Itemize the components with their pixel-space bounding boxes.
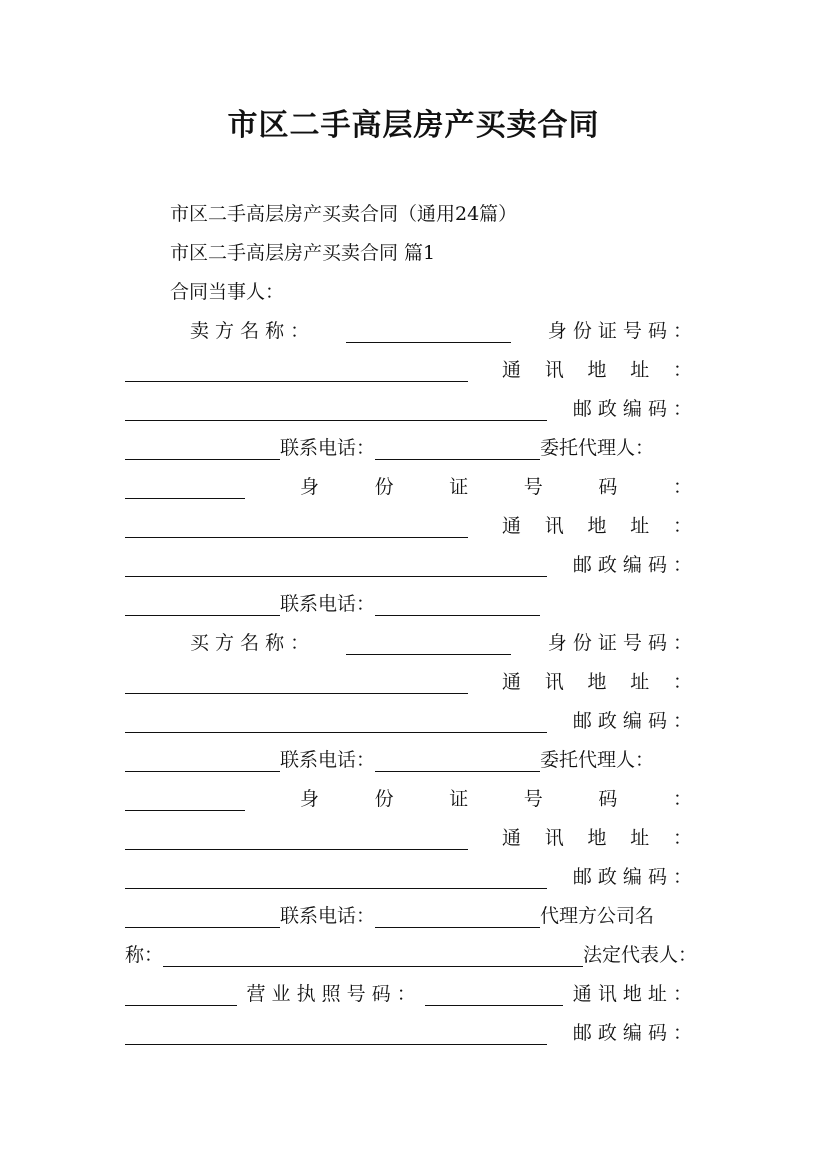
buyer-proxy-id-blank <box>125 827 468 850</box>
seller-phone-blank <box>375 437 540 460</box>
agency-postal-label: 邮 政 编 码 ： <box>572 1022 692 1044</box>
char: 通 <box>502 359 522 381</box>
agency-address-blank <box>125 1022 547 1045</box>
buyer-proxy-postal-blank <box>125 905 280 928</box>
buyer-proxy-address-line <box>125 859 692 889</box>
char: 地 <box>587 827 607 849</box>
buyer-postal-line <box>125 742 692 772</box>
buyer-name-label: 买 方 名 称 ： <box>190 632 310 654</box>
agency-name-label-part1: 代理方公司名 <box>540 905 655 927</box>
heading: 市区二手高层房产买卖合同（通用24篇） <box>170 203 518 225</box>
buyer-proxy-id-line <box>125 820 692 850</box>
agency-address-label: 通 讯 地 址 ： <box>572 983 692 1005</box>
char: 码 <box>598 788 618 810</box>
seller-proxy-address-blank <box>125 554 547 577</box>
license-label: 营 业 执 照 号 码 ： <box>246 983 416 1005</box>
char: ： <box>672 359 692 381</box>
seller-name-blank <box>346 320 511 343</box>
buyer-proxy-id-label <box>300 784 692 811</box>
agency-name-blank <box>163 944 583 967</box>
char: 讯 <box>544 359 564 381</box>
seller-proxy-postal-blank <box>125 593 280 616</box>
subheading: 市区二手高层房产买卖合同 篇1 <box>170 242 436 264</box>
seller-address-blank <box>125 398 547 421</box>
buyer-proxy-id-spread <box>300 784 692 811</box>
seller-postal-line <box>125 430 692 460</box>
seller-address-spread <box>502 355 692 382</box>
seller-proxy-postal-label: 邮 政 编 码 ： <box>572 554 692 576</box>
heading-line <box>170 196 737 226</box>
seller-proxy-phone-blank <box>375 593 540 616</box>
char: ： <box>672 476 692 498</box>
char: 址 <box>630 359 650 381</box>
char: 址 <box>630 827 650 849</box>
seller-proxy-id-label <box>300 472 692 499</box>
buyer-postal-blank <box>125 749 280 772</box>
document-title: 市区二手高层房产买卖合同 <box>227 108 600 143</box>
buyer-proxy-blank <box>125 788 245 811</box>
buyer-address-blank <box>125 710 547 733</box>
agency-name-label-part2: 称： <box>125 944 164 966</box>
seller-id-blank <box>125 359 468 382</box>
char: 通 <box>502 671 522 693</box>
seller-id-label: 身 份 证 号 码 ： <box>547 320 692 342</box>
buyer-id-line <box>125 664 692 694</box>
seller-postal-blank <box>125 437 280 460</box>
parties-label: 合同当事人： <box>170 281 285 303</box>
char: 地 <box>587 515 607 537</box>
char: 证 <box>449 476 469 498</box>
char: 通 <box>502 515 522 537</box>
seller-phone-label: 联系电话： <box>280 437 376 459</box>
agency-name-line <box>125 937 700 967</box>
char: ： <box>672 827 692 849</box>
buyer-phone-label: 联系电话： <box>280 749 376 771</box>
buyer-proxy-address-blank <box>125 866 547 889</box>
seller-proxy-blank <box>125 476 245 499</box>
char: 通 <box>502 827 522 849</box>
seller-id-line <box>125 352 692 382</box>
char: 份 <box>374 476 394 498</box>
seller-proxy-phone-label: 联系电话： <box>280 593 376 615</box>
seller-proxy-label: 委托代理人： <box>540 437 655 459</box>
char: 身 <box>300 788 320 810</box>
seller-proxy-postal-line <box>125 586 692 616</box>
legal-rep-blank <box>125 983 237 1006</box>
char: 址 <box>630 515 650 537</box>
buyer-address-line <box>125 703 692 733</box>
char: 讯 <box>544 827 564 849</box>
parties-line <box>170 274 737 304</box>
license-blank <box>425 983 563 1006</box>
char: 码 <box>598 476 618 498</box>
buyer-proxy-postal-line <box>125 898 692 928</box>
buyer-proxy-phone-blank <box>375 905 540 928</box>
seller-name-label: 卖 方 名 称 ： <box>190 320 310 342</box>
legal-rep-label: 法定代表人： <box>583 944 698 966</box>
char: ： <box>672 671 692 693</box>
buyer-proxy-line <box>125 781 692 811</box>
seller-proxy-id-line <box>125 508 692 538</box>
char: 址 <box>630 671 650 693</box>
buyer-name-blank <box>346 632 511 655</box>
buyer-phone-blank <box>375 749 540 772</box>
seller-address-line <box>125 391 692 421</box>
buyer-proxy-phone-label: 联系电话： <box>280 905 376 927</box>
char: ： <box>672 788 692 810</box>
buyer-postal-label: 邮 政 编 码 ： <box>572 710 692 732</box>
buyer-address-label <box>502 667 692 694</box>
seller-address-label <box>502 355 692 382</box>
char: 身 <box>300 476 320 498</box>
seller-name-line <box>190 313 692 343</box>
buyer-proxy-address-label <box>502 823 692 850</box>
char: 地 <box>587 359 607 381</box>
buyer-proxy-address-spread <box>502 823 692 850</box>
seller-proxy-address-line <box>125 547 692 577</box>
agency-address-line <box>125 1015 692 1045</box>
seller-proxy-line <box>125 469 692 499</box>
buyer-address-spread <box>502 667 692 694</box>
char: 地 <box>587 671 607 693</box>
char: 讯 <box>544 515 564 537</box>
char: 号 <box>523 476 543 498</box>
seller-proxy-address-label <box>502 511 692 538</box>
char: ： <box>672 515 692 537</box>
seller-proxy-address-spread <box>502 511 692 538</box>
subheading-line <box>170 235 737 265</box>
char: 号 <box>523 788 543 810</box>
buyer-name-line <box>190 625 692 655</box>
buyer-proxy-postal-label: 邮 政 编 码 ： <box>572 866 692 888</box>
buyer-id-label: 身 份 证 号 码 ： <box>547 632 692 654</box>
legal-rep-line <box>125 976 692 1006</box>
seller-proxy-id-blank <box>125 515 468 538</box>
seller-postal-label: 邮 政 编 码 ： <box>572 398 692 420</box>
seller-proxy-id-spread <box>300 472 692 499</box>
char: 证 <box>449 788 469 810</box>
buyer-proxy-label: 委托代理人： <box>540 749 655 771</box>
char: 讯 <box>544 671 564 693</box>
char: 份 <box>374 788 394 810</box>
buyer-id-blank <box>125 671 468 694</box>
